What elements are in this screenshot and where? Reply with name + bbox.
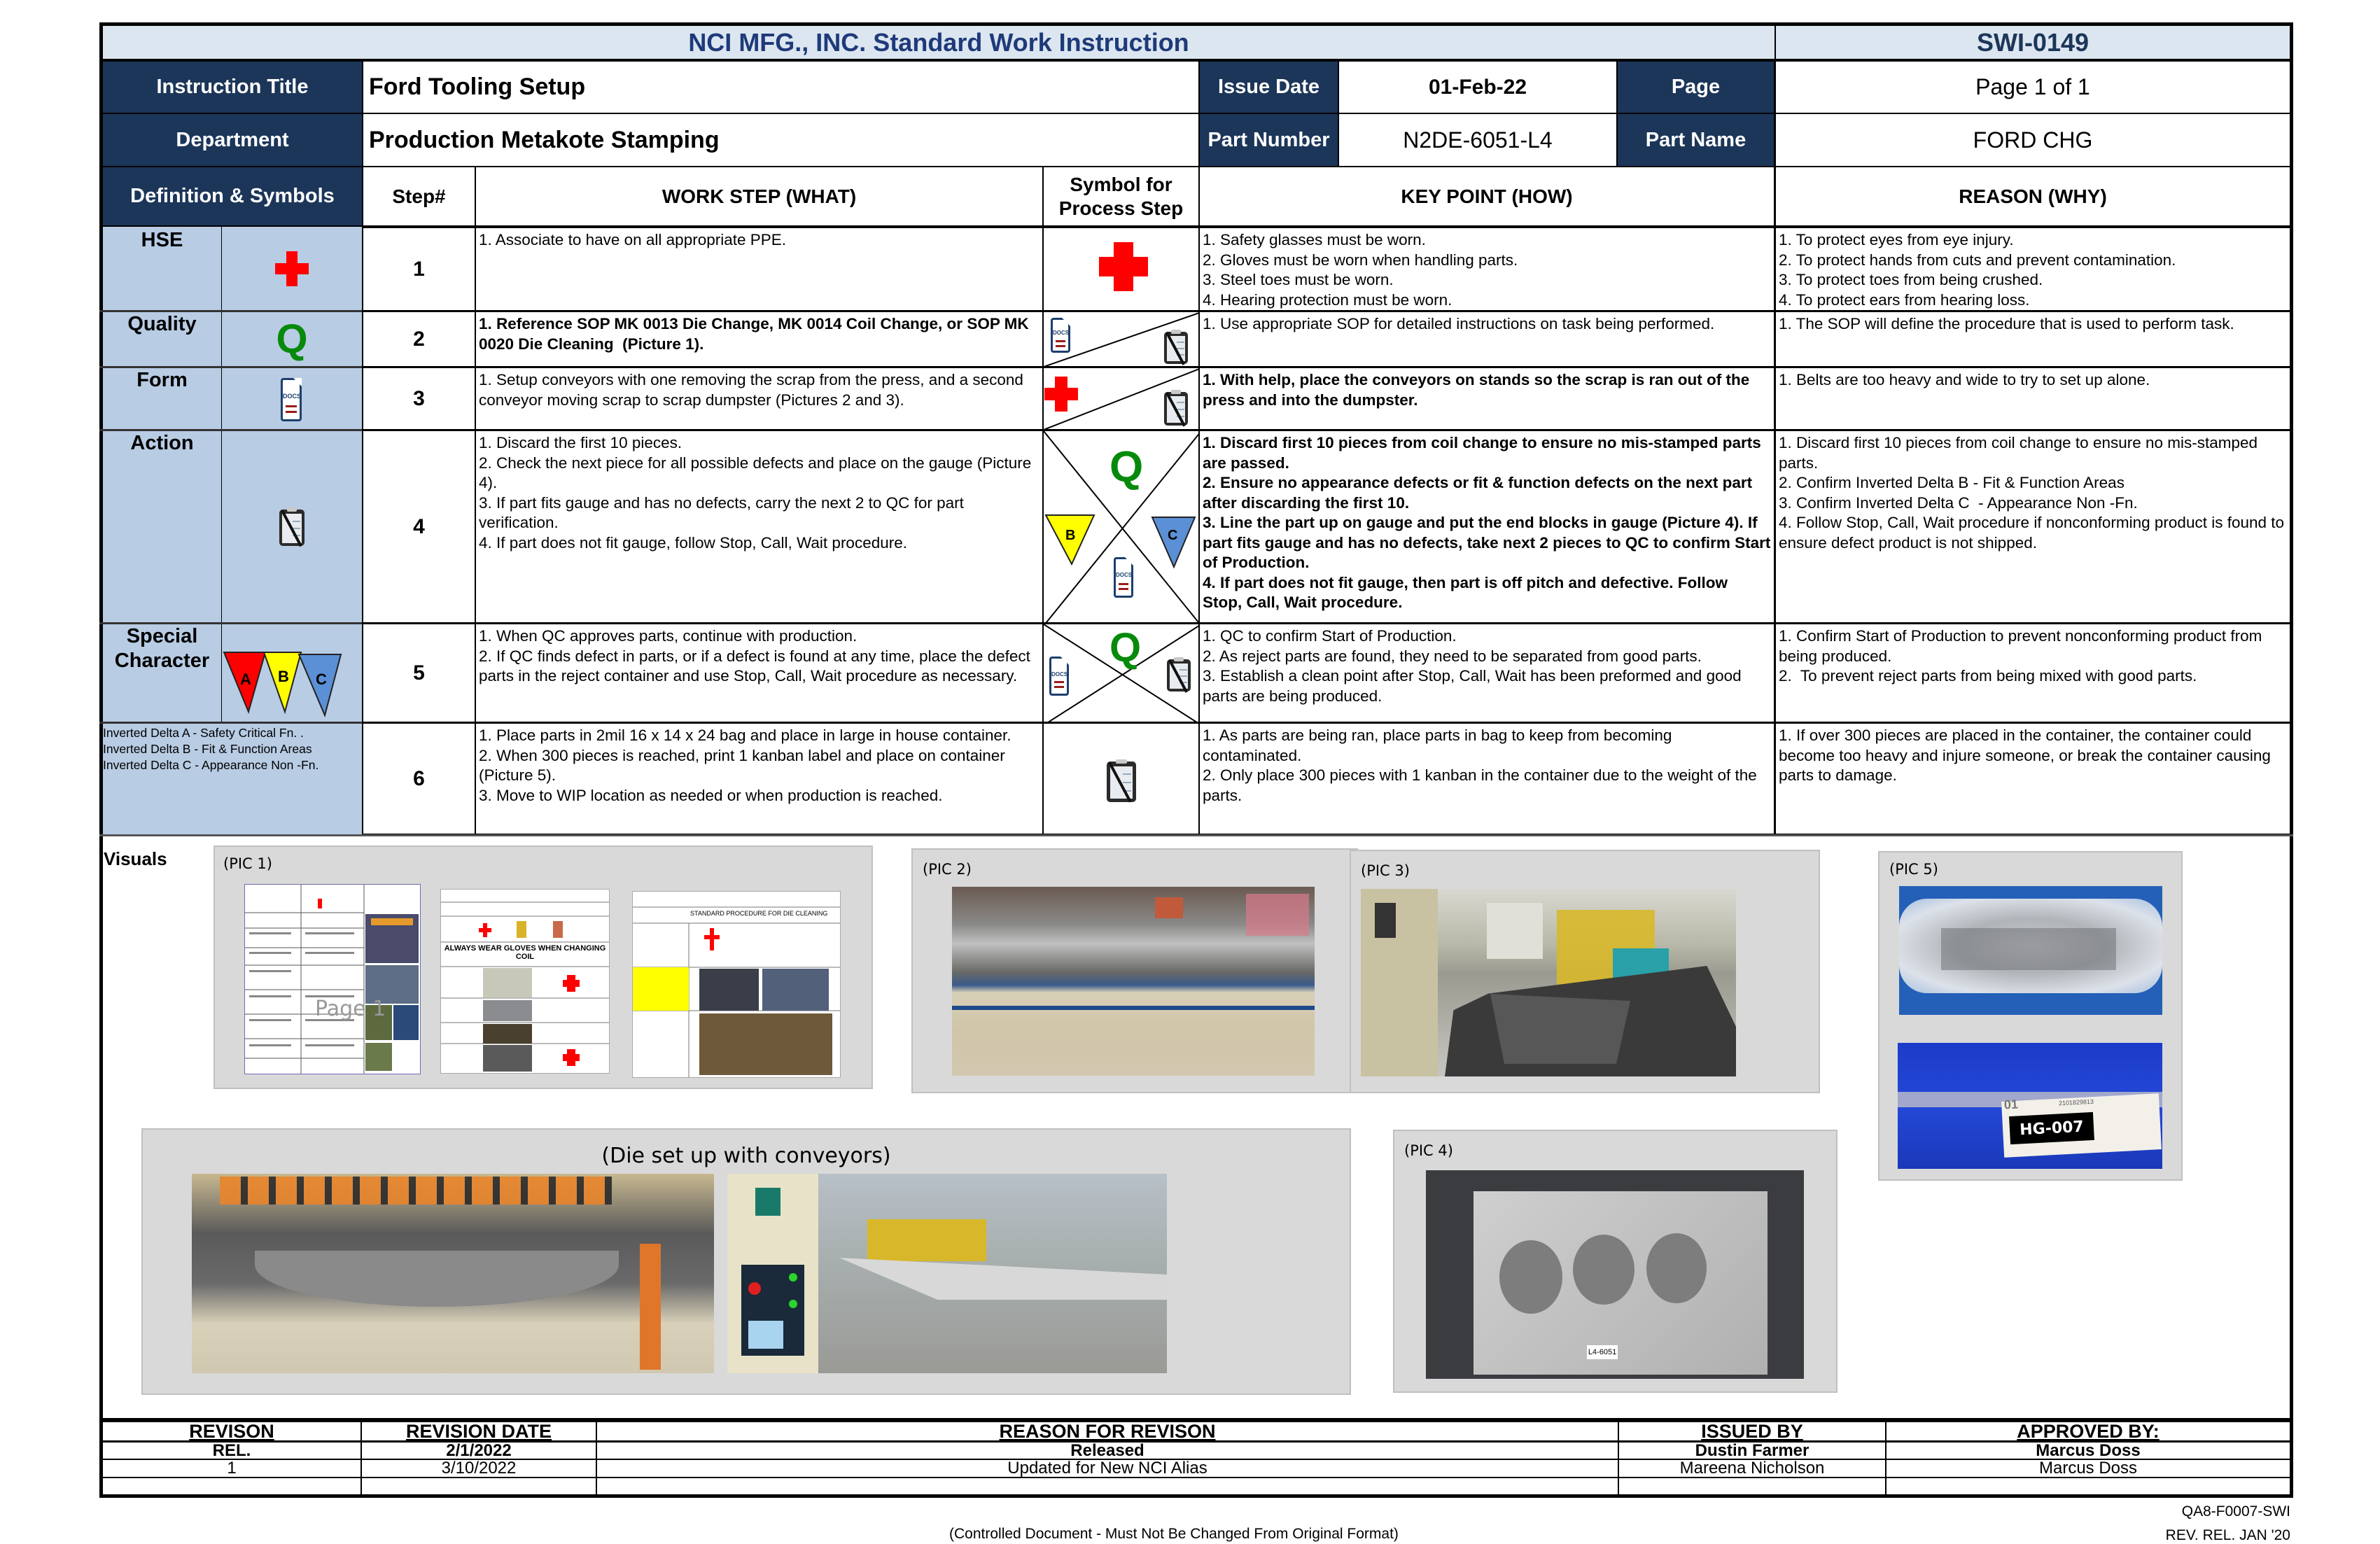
pic5-label: (PIC 5): [1889, 861, 1938, 878]
die-setup-panel: [141, 1128, 1351, 1395]
revision-row-1-issued: Dustin Farmer: [1618, 1440, 1886, 1460]
symbol-cell-6: [1042, 722, 1200, 835]
revision-row-2-approved: Marcus Doss: [1885, 1459, 2293, 1478]
die-setup-photo-left: [192, 1174, 714, 1373]
form-id: QA8-F0007-SWI: [2181, 1503, 2290, 1520]
docs-form-icon: DOCS: [1049, 657, 1069, 696]
reason-header: REASON (WHY): [1774, 166, 2293, 228]
symbol-cell-5: [1042, 622, 1200, 723]
revision-row-1-rev: REL.: [99, 1440, 362, 1460]
department-value: Production Metakote Stamping: [362, 113, 1200, 167]
reason-6: 1. If over 300 pieces are placed in the container, the container could become too heavy and injure someone, or break the container causing parts to damage.: [1774, 722, 2293, 835]
revision-row-2-issued: Mareena Nicholson: [1618, 1459, 1886, 1478]
part-name-value: FORD CHG: [1774, 113, 2293, 167]
revision-header-reason: REASON FOR REVISON: [596, 1421, 1619, 1442]
controlled-document-notice: (Controlled Document - Must Not Be Changed From Original Format): [949, 1526, 1399, 1542]
gauge-tag: L4-6051: [1587, 1345, 1618, 1359]
kanban-tag: HG-007: [2009, 1112, 2094, 1144]
docs-form-icon: DOCS: [1114, 557, 1133, 598]
symbol-cell-3: [1042, 366, 1200, 430]
clipboard-checklist-icon: [1164, 332, 1188, 364]
pic1-watermark: Page 1: [315, 997, 386, 1021]
pic1-sop-doc-3: [632, 891, 841, 1078]
kanban-num: 01: [2003, 1097, 2019, 1112]
die-setup-photo-right: [727, 1174, 1167, 1373]
instruction-title-label: Instruction Title: [99, 60, 363, 114]
part-number-label: Part Number: [1198, 113, 1339, 167]
key-point-1: 1. Safety glasses must be worn. 2. Gloves must be worn when handling parts. 3. Steel toes must be worn. 4. Hearing protection must be worn.: [1198, 227, 1775, 311]
symbol-cell-2: [1042, 310, 1200, 367]
symbol-cell-4: [1042, 429, 1200, 624]
doc-number: [1774, 22, 2293, 62]
delta-a-label: A: [240, 671, 251, 688]
step-number-6: 6: [362, 722, 476, 835]
reason-5: 1. Confirm Start of Production to prevent nonconforming product from being produced. 2. To prevent reject parts from being mixed with good parts.: [1774, 622, 2293, 723]
visuals-label: Visuals: [104, 848, 167, 869]
delta-c-label: C: [316, 671, 327, 688]
revision-row-3-approved: [1885, 1477, 2293, 1498]
pic4-panel: [1393, 1130, 1837, 1393]
pic4-gauge-photo: [1426, 1170, 1804, 1379]
step-number-5: 5: [362, 622, 476, 723]
pic5-bag-photo: [1899, 886, 2162, 1015]
work-step-header: WORK STEP (WHAT): [475, 166, 1044, 228]
pic3-panel: [1350, 850, 1820, 1093]
pic2-panel: [911, 848, 1358, 1093]
revision-row-2-rev: 1: [99, 1459, 362, 1478]
revision-row-3-date: [360, 1477, 597, 1498]
work-step-5: 1. When QC approves parts, continue with production. 2. If QC finds defect in parts, or if a defect is found at any time, place the defect parts in the reject container and use Stop, Call, Wait procedure as necessary.: [475, 622, 1044, 723]
reason-3: 1. Belts are too heavy and wide to try to set up alone.: [1774, 366, 2293, 430]
step-number-1: 1: [362, 227, 476, 311]
clipboard-checklist-icon: [1164, 392, 1188, 426]
reason-1: 1. To protect eyes from eye injury. 2. To protect hands from cuts and prevent contamination. 3. To protect toes from being crushed. 4. To protect ears from hearing loss.: [1774, 227, 2293, 311]
def-action-label: Action: [130, 432, 194, 454]
revision-row-1-date: 2/1/2022: [360, 1440, 597, 1460]
def-special-character-label: Special Character: [114, 625, 210, 672]
reason-2: 1. The SOP will define the procedure that is used to perform task.: [1774, 310, 2293, 367]
symbol-cell-1: [1042, 227, 1200, 311]
docs-form-icon: DOCS: [222, 368, 362, 429]
company-title: [99, 22, 1776, 62]
revision-row-3-reason: [596, 1477, 1619, 1498]
part-number-value: N2DE-6051-L4: [1338, 113, 1618, 167]
die-setup-label: (Die set up with conveyors): [601, 1144, 891, 1168]
reason-4: 1. Discard first 10 pieces from coil change to ensure no mis-stamped parts. 2. Confirm Inverted Delta B - Fit & Function Areas 3. Confirm Inverted Delta C - Appearance Non -Fn. 4. Follow Stop, Call, Wait procedure if nonconforming product is found to ensure defect product is not shipped.: [1774, 429, 2293, 624]
work-step-3: 1. Setup conveyors with one removing the scrap from the press, and a second conveyor moving scrap to scrap dumpster (Pictures 2 and 3).: [475, 366, 1044, 430]
doc-number-text: SWI-0149: [1976, 27, 2090, 57]
pic3-photo: [1361, 889, 1736, 1076]
def-hse-label: HSE: [141, 229, 183, 251]
visuals-divider: [99, 834, 2293, 836]
kanban-code: 2101829813: [2058, 1097, 2094, 1107]
pic2-label: (PIC 2): [923, 861, 972, 878]
delta-legend-b: Inverted Delta B - Fit & Function Areas: [103, 742, 312, 756]
step-number-3: 3: [362, 366, 476, 430]
delta-legend-c: Inverted Delta C - Appearance Non -Fn.: [103, 758, 319, 772]
pic1-label: (PIC 1): [223, 855, 272, 872]
revision-header-date: REVISION DATE: [360, 1421, 597, 1442]
delta-legend-a: Inverted Delta A - Safety Critical Fn. .: [103, 726, 304, 740]
revision-header-issued: ISSUED BY: [1618, 1421, 1886, 1442]
revision-row-2-date: 3/10/2022: [360, 1459, 597, 1478]
key-point-header: KEY POINT (HOW): [1198, 166, 1775, 228]
revision-row-1-approved: Marcus Doss: [1885, 1440, 2293, 1460]
delta-b-label: B: [278, 668, 289, 685]
red-cross-icon: [1044, 227, 1198, 311]
key-point-6: 1. As parts are being ran, place parts in bag to keep from becoming contaminated. 2. Only place 300 pieces with 1 kanban in the container due to the weight of the parts.: [1198, 722, 1775, 835]
pic1-panel: [214, 845, 873, 1089]
revision-header-approved: APPROVED BY:: [1885, 1421, 2293, 1442]
quality-q-icon: Q: [1110, 625, 1142, 671]
quality-q-icon: Q: [276, 316, 308, 362]
pic5-panel: [1878, 851, 2183, 1181]
revision-row-3-rev: [99, 1477, 362, 1498]
revision-row-2-reason: Updated for New NCI Alias: [596, 1459, 1619, 1478]
revision-row-3-issued: [1618, 1477, 1886, 1498]
quality-q-icon: Q: [1110, 443, 1144, 491]
company-title-text: NCI MFG., INC. Standard Work Instruction: [688, 27, 1189, 57]
key-point-2: 1. Use appropriate SOP for detailed instructions on task being performed.: [1198, 310, 1775, 367]
docs-form-icon: DOCS: [1051, 318, 1070, 353]
key-point-3: 1. With help, place the conveyors on stands so the scrap is ran out of the press and into the dumpster.: [1198, 366, 1775, 430]
work-step-2: 1. Reference SOP MK 0013 Die Change, MK 0014 Coil Change, or SOP MK 0020 Die Cleaning (Picture 1).: [475, 310, 1044, 367]
form-revision: REV. REL. JAN '20: [2165, 1527, 2290, 1543]
inverted-delta-icons: [222, 624, 362, 722]
svg-text:C: C: [1168, 528, 1178, 543]
pic1-sop-doc-2: [440, 889, 610, 1074]
def-form-label: Form: [136, 369, 188, 391]
key-point-5: 1. QC to confirm Start of Production. 2. As reject parts are found, they need to be separated from good parts. 3. Establish a clean point after Stop, Call, Wait has been preformed and good parts are being produced.: [1198, 622, 1775, 723]
clipboard-checklist-icon: [222, 431, 362, 622]
part-name-label: Part Name: [1616, 113, 1775, 167]
delta-legend: [103, 724, 360, 834]
definition-symbols-header: Definition & Symbols: [99, 166, 363, 228]
symbol-header: Symbol for Process Step: [1042, 166, 1200, 228]
key-point-4: 1. Discard first 10 pieces from coil change to ensure no mis-stamped parts are passed. 2. Ensure no appearance defects or fit & function defects on the next part after discarding the first 10. 3. Line the part up on gauge and put the end blocks in gauge (Picture 4). If part fits gauge and has no defects, take next 2 pieces to QC to confirm Start of Production. 4. If part does not fit gauge, then part is off pitch and defective. Follow Stop, Call, Wait procedure.: [1198, 429, 1775, 624]
work-step-1: 1. Associate to have on all appropriate PPE.: [475, 227, 1044, 311]
pic5-kanban-photo: [1898, 1043, 2162, 1169]
step-number-header: Step#: [362, 166, 476, 228]
pic1-doc2-heading: ALWAYS WEAR GLOVES WHEN CHANGING COIL: [444, 944, 606, 961]
page-value: Page 1 of 1: [1774, 60, 2293, 114]
work-step-6: 1. Place parts in 2mil 16 x 14 x 24 bag and place in large in house container. 2. When 300 pieces is reached, print 1 kanban label and place on container (Picture 5). 3. Move to WIP location as needed or when production is reached.: [475, 722, 1044, 835]
page-label: Page: [1616, 60, 1775, 114]
department-label: Department: [99, 113, 363, 167]
work-step-4: 1. Discard the first 10 pieces. 2. Check the next piece for all possible defects and place on the gauge (Picture 4). 3. If part fits gauge and has no defects, carry the next 2 to QC for part verification. 4. If part does not fit gauge, follow Stop, Call, Wait procedure.: [475, 429, 1044, 624]
def-quality-label: Quality: [127, 313, 197, 335]
clipboard-checklist-icon: [1107, 762, 1136, 802]
pic1-doc3-heading: STANDARD PROCEDURE FOR DIE CLEANING: [690, 910, 828, 917]
step-number-2: 2: [362, 310, 476, 367]
instruction-title-value: Ford Tooling Setup: [362, 60, 1200, 114]
svg-text:B: B: [1065, 528, 1076, 543]
clipboard-checklist-icon: [1167, 659, 1191, 692]
issue-date-value: 01-Feb-22: [1338, 60, 1618, 114]
revision-header-rev: REVISON: [99, 1421, 362, 1442]
issue-date-label: Issue Date: [1198, 60, 1339, 114]
pic1-sop-doc-1: [244, 884, 421, 1074]
pic4-label: (PIC 4): [1404, 1142, 1453, 1159]
pic2-photo: [952, 887, 1315, 1076]
pic3-label: (PIC 3): [1361, 862, 1410, 879]
red-cross-icon: [222, 228, 362, 310]
revision-row-1-reason: Released: [596, 1440, 1619, 1460]
step-number-4: 4: [362, 429, 476, 624]
